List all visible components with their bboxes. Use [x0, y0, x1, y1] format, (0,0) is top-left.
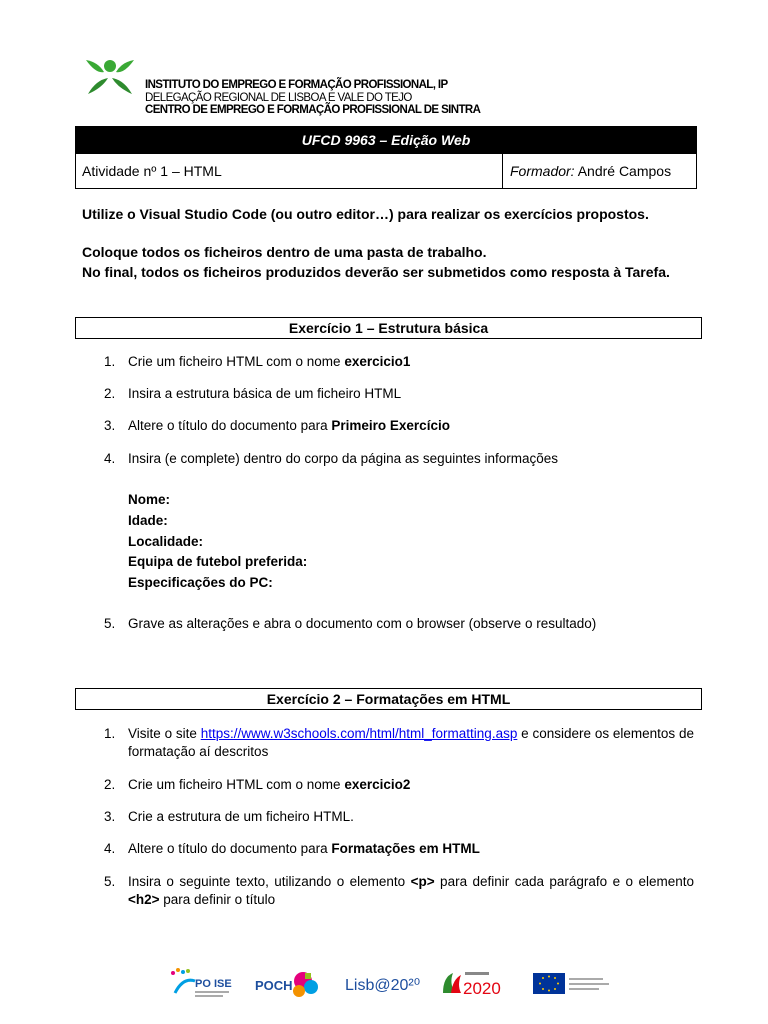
trainer-name: André Campos: [574, 163, 672, 179]
ex1-item-1: Crie um ficheiro HTML com o nome exercicio1: [128, 354, 411, 369]
field-locality: Localidade:: [128, 534, 204, 549]
poch-logo: [253, 963, 323, 1003]
portugal2020-logo: [439, 963, 511, 1003]
w3schools-link[interactable]: https://www.w3schools.com/html/html_formatting.asp: [200, 726, 518, 741]
ex2-item-5-number: 5.: [104, 874, 116, 889]
funding-logos: [165, 963, 621, 1003]
ex1-item-5-number: 5.: [104, 616, 116, 631]
institute-name: INSTITUTO DO EMPREGO E FORMAÇÃO PROFISSIONAL, IP: [145, 79, 448, 91]
field-team: Equipa de futebol preferida:: [128, 554, 308, 569]
lisboa2020-logo: [343, 963, 423, 1003]
ex1-item-3: Altere o título do documento para Primeiro Exercício: [128, 418, 450, 433]
ex2-item-1-number: 1.: [104, 726, 116, 741]
ex2-item-4: Altere o título do documento para Formatações em HTML: [128, 841, 480, 856]
ex2-item-3-number: 3.: [104, 809, 116, 824]
iefp-logo: [82, 56, 138, 96]
regional-delegation: DELEGAÇÃO REGIONAL DE LISBOA E VALE DO TEJO: [145, 92, 412, 104]
intro-line-1: Utilize o Visual Studio Code (ou outro editor…) para realizar os exercícios propostos.: [82, 206, 649, 222]
ex2-item-2-number: 2.: [104, 777, 116, 792]
ex1-item-5: Grave as alterações e abra o documento com o browser (observe o resultado): [128, 616, 597, 631]
field-pc-specs: Especificações do PC:: [128, 575, 273, 590]
ex2-item-2: Crie um ficheiro HTML com o nome exercicio2: [128, 777, 411, 792]
ex1-item-2-number: 2.: [104, 386, 116, 401]
trainer-label: Formador:: [510, 163, 575, 179]
trainer-cell: [510, 163, 671, 179]
ex2-item-5: Insira o seguinte texto, utilizando o elemento <p> para definir cada parágrafo e o elemento <h2> para definir o título: [128, 874, 694, 907]
course-title-table: [75, 126, 697, 189]
intro-line-2: Coloque todos os ficheiros dentro de uma pasta de trabalho.: [82, 244, 487, 260]
ex2-item-1: Visite o site https://www.w3schools.com/html/html_formatting.asp e considere os elementos de formatação aí descritos: [128, 726, 694, 759]
ex2-item-4-number: 4.: [104, 841, 116, 856]
exercise-1-title: Exercício 1 – Estrutura básica: [75, 317, 702, 339]
svg-text:2020: 2020: [463, 979, 501, 998]
ex1-item-2: Insira a estrutura básica de um ficheiro HTML: [128, 386, 402, 401]
ex1-item-1-number: 1.: [104, 354, 116, 369]
ex1-item-3-number: 3.: [104, 418, 116, 433]
svg-text:Lisb@20²⁰: Lisb@20²⁰: [345, 977, 421, 994]
eu-logo: [531, 963, 621, 1003]
training-center: CENTRO DE EMPREGO E FORMAÇÃO PROFISSIONAL DE SINTRA: [145, 104, 481, 116]
field-name: Nome:: [128, 492, 171, 507]
field-age: Idade:: [128, 513, 168, 528]
ex2-item-3: Crie a estrutura de um ficheiro HTML.: [128, 809, 354, 824]
po-ise-logo: [165, 963, 237, 1003]
intro-line-3: No final, todos os ficheiros produzidos deverão ser submetidos como resposta à Tarefa.: [82, 264, 670, 280]
course-title: UFCD 9963 – Edição Web: [76, 127, 696, 154]
svg-text:PO ISE: PO ISE: [195, 978, 232, 990]
ex1-item-4-number: 4.: [104, 451, 116, 466]
exercise-2-title: Exercício 2 – Formatações em HTML: [75, 688, 702, 710]
table-divider: [502, 154, 503, 189]
svg-text:POCH: POCH: [255, 978, 293, 993]
ex1-item-4: Insira (e complete) dentro do corpo da página as seguintes informações: [128, 451, 558, 466]
activity-label: Atividade nº 1 – HTML: [82, 163, 222, 179]
